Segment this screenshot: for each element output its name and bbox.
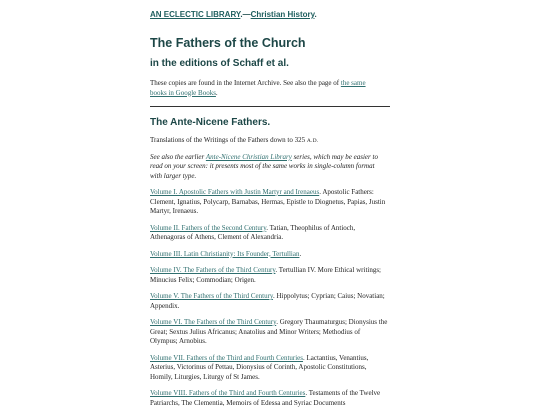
volume-link-7[interactable]: Volume VII. Fathers of the Third and Fourth Centuries — [150, 353, 304, 362]
volume-desc-5: . Hippolytus; Cyprian; Caius; Novatian; Appendix. — [150, 292, 385, 310]
volume-link-6[interactable]: Volume VI. The Fathers of the Third Century — [150, 318, 277, 326]
breadcrumb-end: . — [314, 10, 317, 19]
volume-link-1[interactable]: Volume I. Apostolic Fathers with Justin Martyr and Irenaeus — [150, 188, 320, 196]
volume-desc-2: . Tatian, Theophilus of Antioch, Athenagoras of Athens, Clement of Alexandria. — [150, 223, 356, 241]
translations-text: Translations of the Writings of the Fathers down to 325 — [150, 136, 307, 144]
volume-item — [150, 224, 388, 243]
breadcrumb — [150, 10, 390, 20]
volume-desc-4: . Tertullian IV. More Ethical writings; Minucius Felix; Commodian; Origen. — [150, 266, 382, 284]
intro-paragraph — [150, 79, 380, 98]
volume-desc-1: . Apostolic Fathers: Clement, Ignatius, Polycarp, Barnabas, Hermas, Epistle to Diognetus, Papias, Justin Martyr, Irenaeus. — [150, 188, 386, 215]
intro-text: These copies are found in the Internet Archive. See also the page of — [150, 79, 341, 87]
era-label: A.D. — [306, 138, 319, 144]
volume-link-5[interactable]: Volume V. The Fathers of the Third Century — [150, 292, 273, 300]
note-prefix: See also the earlier — [150, 152, 206, 161]
volume-desc-3: . — [299, 249, 302, 258]
page-subtitle: in the editions of Schaff et al. — [150, 58, 289, 69]
volume-list — [150, 188, 390, 408]
volume-desc-7: . Lactantius, Venantius, Asterius, Victorinus of Pettau, Dionysius of Corinth, Apostolic Constitutions, Homily, Liturgies, Liturgy of St James. — [150, 353, 369, 381]
volume-link-4[interactable]: Volume IV. The Fathers of the Third Century — [150, 266, 276, 274]
breadcrumb-section-link[interactable]: Christian History — [250, 10, 315, 19]
divider — [150, 106, 390, 107]
breadcrumb-home-link[interactable]: AN ECLECTIC LIBRARY — [150, 10, 241, 19]
volume-desc-8: . Testaments of the Twelve Patriarchs, The Clementia, Memoirs of Edessa and Syriac Documents — [150, 389, 381, 407]
translations-line — [150, 136, 390, 147]
volume-item — [150, 250, 388, 260]
page-title: The Fathers of the Church — [150, 36, 306, 50]
volume-link-2[interactable]: Volume II. Fathers of the Second Century — [150, 223, 267, 232]
ante-nicene-library-link[interactable]: Ante-Nicene Christian Library — [205, 152, 292, 161]
page-content — [150, 0, 390, 408]
section-heading: The Ante-Nicene Fathers. — [150, 117, 271, 128]
volume-item — [150, 354, 388, 383]
google-books-link[interactable]: the same books in Google Books — [150, 79, 366, 97]
volume-item — [150, 318, 388, 347]
breadcrumb-separator: .— — [240, 10, 251, 19]
volume-item — [150, 188, 388, 217]
volume-desc-6: . Gregory Thaumaturgus; Dionysius the Great; Sextus Julius Africanus; Anatolius and Minor Writers; Methodius of Olympus; Arnobius. — [150, 318, 388, 345]
volume-link-8[interactable]: Volume VIII. Fathers of the Third and Fourth Centuries — [150, 389, 306, 397]
volume-link-3[interactable]: Volume III. Latin Christianity: Its Founder, Tertullian — [150, 249, 300, 258]
note-suffix: series, which may be easier to read on your screen: it presents most of the same works in single-column format with larger type. — [150, 152, 378, 180]
volume-item — [150, 266, 388, 285]
intro-end: . — [215, 88, 218, 97]
volume-item — [150, 292, 388, 311]
volume-item — [150, 389, 388, 408]
series-note — [150, 153, 386, 182]
